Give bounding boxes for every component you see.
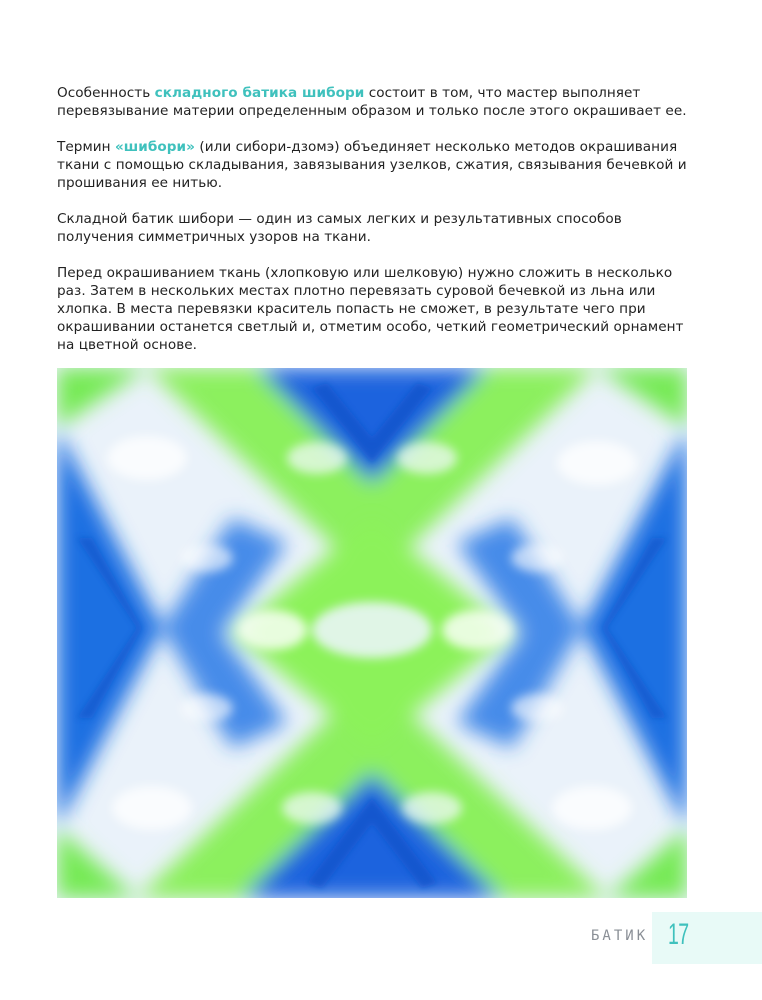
paragraph-intro <box>57 84 687 120</box>
shibori-fabric-photo <box>57 368 687 898</box>
paragraph-method: Складной батик шибори — один из самых легких и результативных способов получения симметричных узоров на ткани. <box>57 211 622 245</box>
article-text <box>57 84 687 372</box>
section-label: БАТИК <box>591 928 649 944</box>
paragraph-text: состоит в том, что мастер выполняет перевязывание материи определенным образом и только после этого окрашивает ее. <box>57 85 687 119</box>
highlight-term: складного батика шибори <box>154 85 365 101</box>
highlight-term: «шибори» <box>114 139 195 155</box>
paragraph-text: Термин <box>57 139 115 155</box>
paragraph-process: Перед окрашиванием ткань (хлопковую или шелковую) нужно сложить в несколько раз. Затем в нескольких местах плотно перевязать суровой бечевкой из льна или хлопка. В места перевязки краситель попасть не сможет, в результате чего при окрашивании останется светлый и, отметим особо, четкий геометрический орнамент на цветной основе. <box>57 265 684 353</box>
paragraph-term <box>57 138 687 192</box>
tie-dye-pattern <box>57 368 687 898</box>
paragraph-text: Особенность <box>57 85 155 101</box>
page-number: 17 <box>668 918 689 951</box>
paragraph-text: (или сибори-дзомэ) объединяет несколько методов окрашивания ткани с помощью складывания, завязывания узелков, сжатия, связывания бечевкой и прошивания ее нитью. <box>57 139 687 191</box>
